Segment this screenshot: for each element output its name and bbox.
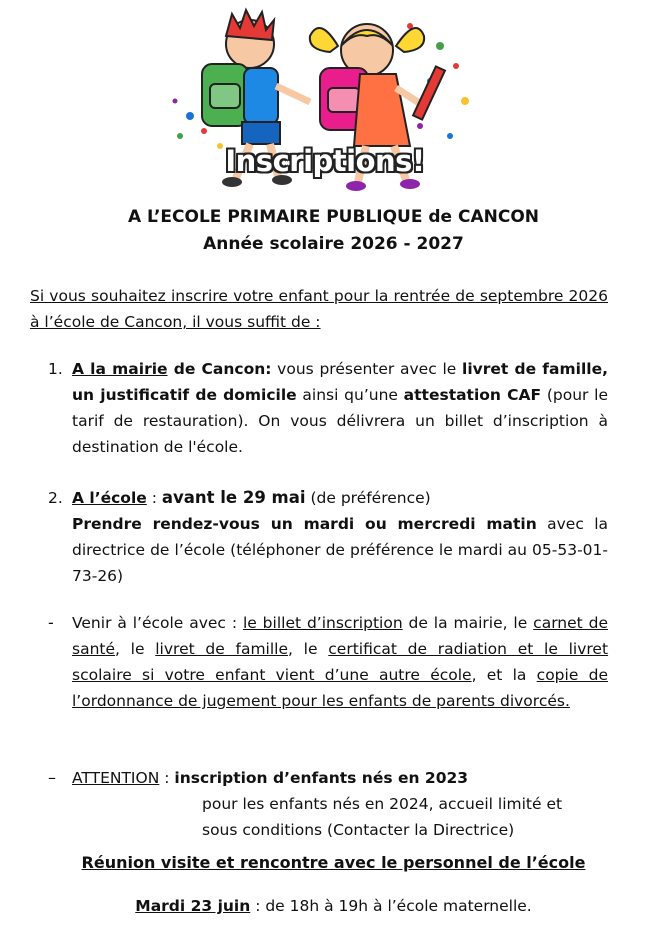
step2-rdv-text: avec la directrice de l’école (téléphoner de préférence le mardi au 05-53-01-73-26) <box>72 515 608 585</box>
meeting-date: Mardi 23 juin <box>135 897 251 915</box>
school-year: Année scolaire 2026 - 2027 <box>203 234 464 254</box>
attention-dash: – <box>48 768 56 787</box>
step1-bold-a: livret de famille, un justificatif de domicile <box>72 360 608 404</box>
step2-pref: (de préférence) <box>305 489 431 507</box>
step1-text-c: (pour le tarif de restauration). On vous délivrera un billet d’inscription à destination de l'école. <box>72 386 608 456</box>
attention-bold: inscription d’enfants nés en 2023 <box>174 769 469 787</box>
venir-u4: certificat de radiation et le livret scolaire si votre enfant vient d’une autre école <box>72 640 609 684</box>
venir-paragraph <box>72 610 608 714</box>
step2-paragraph <box>72 485 608 589</box>
attention-paragraph <box>72 765 608 843</box>
venir-t4: , le <box>288 640 329 658</box>
venir-t5: , et la <box>471 666 537 684</box>
banner-title: Inscriptions! <box>225 144 425 178</box>
venir-t3: , le <box>115 640 156 658</box>
step1-title-rest: de Cancon: <box>167 360 272 378</box>
step1-text-a: vous présenter avec le <box>271 360 463 378</box>
venir-t1: Venir à l’école avec : <box>72 614 243 632</box>
header-illustration <box>160 6 490 196</box>
school-heading <box>0 204 667 258</box>
meeting-date-line <box>0 897 667 915</box>
venir-u3: livret de famille <box>155 640 289 658</box>
attention-label: ATTENTION <box>72 769 160 787</box>
attention-line3: sous conditions (Contacter la Directrice) <box>202 821 515 839</box>
venir-dash: - <box>48 613 54 632</box>
step1-paragraph <box>72 356 608 460</box>
school-name: A L’ECOLE PRIMAIRE PUBLIQUE de CANCON <box>127 207 540 227</box>
attention-sep: : <box>159 769 175 787</box>
step1-title: A la mairie <box>72 360 168 378</box>
step2-title: A l’école <box>72 489 147 507</box>
step2-rdv-bold: Prendre rendez-vous un mardi ou mercredi matin <box>72 515 537 533</box>
step1-number: 1. <box>48 360 63 378</box>
step2-deadline: avant le 29 mai <box>161 488 306 507</box>
step1-text-b: ainsi qu’une <box>296 386 404 404</box>
meeting-details: : de 18h à 19h à l’école maternelle. <box>250 897 532 915</box>
intro-paragraph: Si vous souhaitez inscrire votre enfant pour la rentrée de septembre 2026 à l’école de Cancon, il vous suffit de : <box>30 287 608 331</box>
meeting-title: Réunion visite et rencontre avec le personnel de l’école <box>81 853 586 872</box>
step2-sep: : <box>146 489 162 507</box>
step1-bold-b: attestation CAF <box>403 386 542 404</box>
venir-u1: le billet d’inscription <box>242 614 403 632</box>
venir-u2: carnet de santé <box>72 614 608 658</box>
attention-line2: pour les enfants nés en 2024, accueil limité et <box>202 795 563 813</box>
venir-u5: copie de l’ordonnance de jugement pour les enfants de parents divorcés. <box>72 666 608 710</box>
venir-t2: de la mairie, le <box>402 614 534 632</box>
step2-number: 2. <box>48 489 63 507</box>
